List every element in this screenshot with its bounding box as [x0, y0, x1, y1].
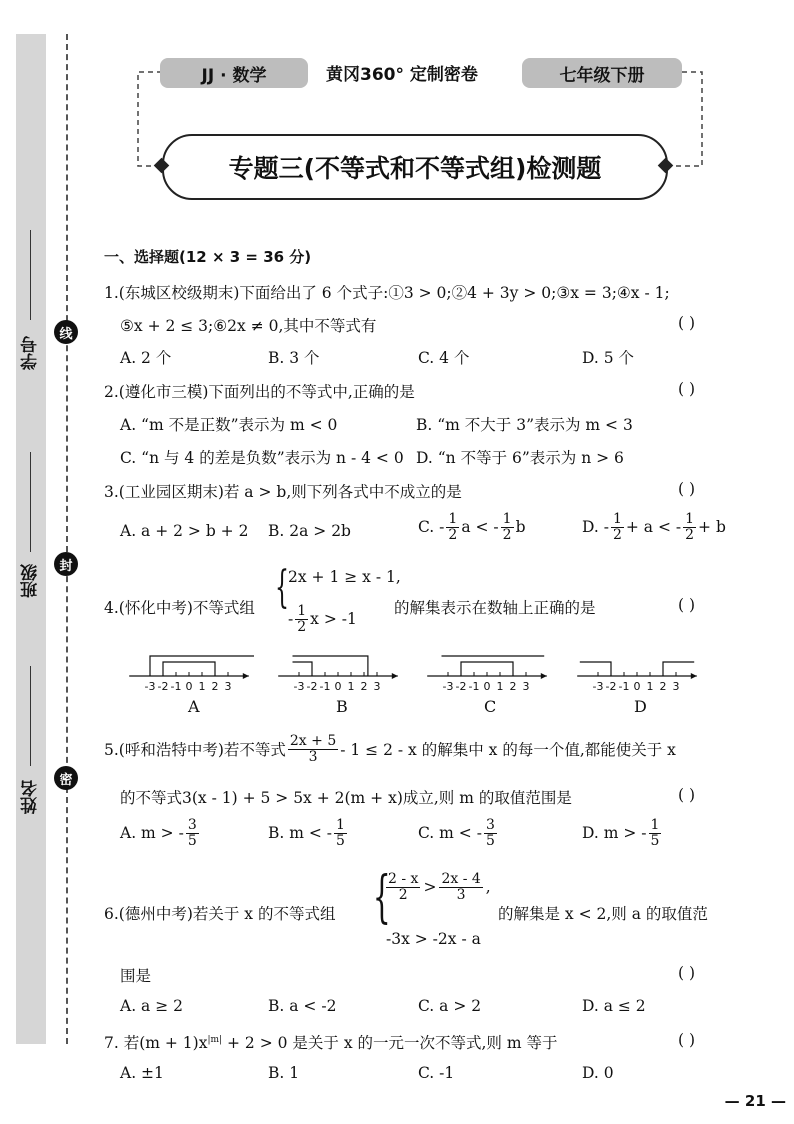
tick-label: -3 [592, 680, 604, 693]
q6-gt-sign: > [423, 878, 437, 897]
q4-option-a-label[interactable]: A [188, 697, 200, 716]
q3-option-d[interactable] [582, 512, 726, 542]
q7-option-a[interactable]: A. ±1 [120, 1064, 164, 1082]
page-title: 专题三(不等式和不等式组)检测题 [162, 134, 668, 200]
q5-line1-suffix: - 1 ≤ 2 - x 的解集中 x 的每一个值,都能使关于 x [340, 741, 676, 760]
tick-label: 2 [659, 680, 667, 693]
tick-label: -1 [170, 680, 182, 693]
class-label: 班级 [21, 564, 41, 598]
fraction-numerator: 3 [187, 817, 197, 833]
q7-exponent: |m| [207, 1034, 223, 1045]
q5-a-prefix: A. m > - [120, 824, 184, 843]
q4-half-fraction [295, 604, 308, 634]
tick-label: -1 [319, 680, 331, 693]
q5-option-c[interactable] [418, 818, 497, 848]
q7-option-d[interactable]: D. 0 [582, 1064, 614, 1082]
q1-line2: ⑤x + 2 ≤ 3;⑥2x ≠ 0,其中不等式有 [120, 317, 377, 335]
fraction-denominator: 2 [297, 618, 307, 635]
fraction-numerator: 1 [448, 511, 458, 527]
tick-label: 1 [496, 680, 504, 693]
grade-tag: 七年级下册 [522, 58, 682, 88]
q6-system-brace: { [372, 865, 391, 930]
q6-system-line2: -3x > -2x - a [386, 930, 481, 948]
q6-system-line1 [386, 872, 491, 902]
tick-label: -1 [618, 680, 630, 693]
fraction-denominator: 5 [650, 832, 660, 849]
q5-d-fraction [649, 818, 662, 848]
tick-label: 1 [646, 680, 654, 693]
fraction-numerator: 1 [297, 603, 307, 619]
q3-c-fraction-2 [501, 512, 514, 542]
fraction-denominator: 3 [456, 886, 466, 903]
name-label: 姓名 [21, 780, 41, 814]
q5-c-fraction [484, 818, 497, 848]
q3-option-b[interactable]: B. 2a > 2b [268, 522, 351, 540]
student-id-label: 学号 [21, 336, 41, 370]
tick-label: 3 [224, 680, 232, 693]
q5-option-a[interactable] [120, 818, 199, 848]
q5-option-b[interactable] [268, 818, 347, 848]
q3-answer-blank[interactable]: ( ) [678, 480, 696, 498]
q5-d-prefix: D. m > - [582, 824, 647, 843]
tick-label: 2 [509, 680, 517, 693]
q6-line2: 围是 [120, 967, 152, 985]
q2-option-c[interactable]: C. “n 与 4 的差是负数”表示为 n - 4 < 0 [120, 449, 404, 467]
q4-system-brace: { [275, 562, 289, 613]
tick-label: 3 [522, 680, 530, 693]
student-id-blank[interactable] [30, 230, 31, 320]
fraction-numerator: 1 [685, 511, 695, 527]
tick-label: 3 [373, 680, 381, 693]
seal-line-mark: 线 [54, 320, 78, 344]
q6-answer-blank[interactable]: ( ) [678, 964, 696, 982]
q6-comma: , [485, 878, 491, 897]
q6-fraction-2 [439, 872, 482, 902]
fraction-numerator: 2x - 4 [441, 871, 481, 887]
tick-label: 0 [483, 680, 491, 693]
brand-text: 黄冈360° 定制密卷 [326, 65, 478, 85]
solution-bracket [293, 656, 368, 676]
tick-label: 1 [347, 680, 355, 693]
q1-answer-blank[interactable]: ( ) [678, 314, 696, 332]
tick-label: 0 [185, 680, 193, 693]
q6-option-a[interactable]: A. a ≥ 2 [120, 997, 183, 1015]
binding-strip [16, 34, 46, 1044]
number-line-b[interactable] [278, 656, 398, 693]
fraction-numerator: 1 [650, 817, 660, 833]
q4-option-c-label[interactable]: C [484, 697, 497, 716]
q4-line2-prefix: - [288, 610, 294, 629]
q6-stem-suffix: 的解集是 x < 2,则 a 的取值范 [498, 905, 708, 923]
q5-a-fraction [186, 818, 199, 848]
tick-label: -3 [293, 680, 305, 693]
q7-option-c[interactable]: C. -1 [418, 1064, 455, 1082]
q3-d-suffix: + b [698, 518, 726, 537]
fraction-denominator: 3 [308, 748, 318, 765]
fraction-denominator: 2 [612, 526, 622, 543]
q2-option-b[interactable]: B. “m 不大于 3”表示为 m < 3 [416, 416, 633, 434]
axis-arrow [243, 673, 249, 679]
q6-fraction-1 [386, 872, 420, 902]
binding-cut-line [66, 34, 68, 1044]
q1-option-d[interactable]: D. 5 个 [582, 349, 635, 367]
page-number: — 21 — [724, 1092, 786, 1110]
q3-c-suffix: b [515, 518, 526, 537]
fraction-numerator: 2x + 5 [289, 733, 337, 749]
q4-answer-blank[interactable]: ( ) [678, 596, 696, 614]
seal-seal-mark: 封 [54, 552, 78, 576]
q3-stem: 3.(工业园区期末)若 a > b,则下列各式中不成立的是 [104, 483, 462, 501]
q5-c-prefix: C. m < - [418, 824, 482, 843]
q7-stem [104, 1031, 557, 1053]
tick-label: 2 [211, 680, 219, 693]
q4-option-b-label[interactable]: B [336, 697, 348, 716]
seal-dense-mark: 密 [54, 766, 78, 790]
q5-b-prefix: B. m < - [268, 824, 333, 843]
number-line-c[interactable] [427, 656, 547, 693]
tick-label: -3 [442, 680, 454, 693]
fraction-denominator: 2 [398, 886, 408, 903]
tick-label: 1 [198, 680, 206, 693]
q3-c-prefix: C. - [418, 518, 445, 537]
tick-label: -1 [468, 680, 480, 693]
q4-option-d-label[interactable]: D [634, 697, 647, 716]
q2-answer-blank[interactable]: ( ) [678, 380, 696, 398]
q4-stem-suffix: 的解集表示在数轴上正确的是 [394, 599, 596, 617]
fraction-numerator: 1 [336, 817, 345, 833]
section-heading: 一、选择题(12 × 3 = 36 分) [104, 248, 312, 266]
fraction-numerator: 3 [485, 817, 495, 833]
q3-option-c[interactable] [418, 512, 526, 542]
class-blank[interactable] [30, 452, 31, 552]
q3-c-mid: a < - [461, 518, 499, 537]
q3-d-mid: + a < - [625, 518, 682, 537]
fraction-denominator: 2 [685, 526, 695, 543]
fraction-numerator: 1 [502, 511, 512, 527]
fraction-numerator: 1 [612, 511, 622, 527]
tick-label: -3 [144, 680, 156, 693]
number-line-a[interactable] [129, 656, 254, 693]
solution-bracket [580, 662, 611, 676]
q5-b-fraction [334, 818, 347, 848]
q5-fraction [288, 734, 338, 764]
q3-d-fraction-2 [683, 512, 696, 542]
fraction-denominator: 5 [336, 832, 345, 849]
q4-stem-prefix: 4.(怀化中考)不等式组 [104, 599, 255, 617]
solution-bracket [293, 662, 313, 676]
q7-stem-prefix: 7. 若(m + 1)x [104, 1034, 208, 1052]
number-line-d[interactable] [577, 662, 697, 693]
tick-label: 3 [672, 680, 680, 693]
q3-option-a[interactable]: A. a + 2 > b + 2 [120, 522, 249, 540]
tick-label: 0 [633, 680, 641, 693]
q2-option-d[interactable]: D. “n 不等于 6”表示为 n > 6 [416, 449, 624, 467]
q3-d-prefix: D. - [582, 518, 609, 537]
tick-label: -2 [157, 680, 169, 693]
tick-label: -2 [605, 680, 617, 693]
q7-stem-suffix: + 2 > 0 是关于 x 的一元一次不等式,则 m 等于 [227, 1034, 558, 1052]
q4-line2-suffix: x > -1 [310, 610, 357, 629]
q1-line1: 1.(东城区校级期末)下面给出了 6 个式子:①3 > 0;②4 + 3y > 0;③x = 3;④x - 1; [104, 284, 670, 302]
q7-answer-blank[interactable]: ( ) [678, 1031, 696, 1049]
q7-option-b[interactable]: B. 1 [268, 1064, 300, 1082]
q3-c-fraction-1 [446, 512, 459, 542]
fraction-numerator: 2 - x [388, 871, 419, 887]
axis-arrow [392, 673, 398, 679]
tick-label: 0 [334, 680, 342, 693]
q1-option-c[interactable]: C. 4 个 [418, 349, 470, 367]
q1-option-a[interactable]: A. 2 个 [120, 349, 172, 367]
fraction-denominator: 5 [187, 832, 197, 849]
tick-label: -2 [455, 680, 467, 693]
axis-arrow [691, 673, 697, 679]
fraction-denominator: 2 [502, 526, 512, 543]
q6-stem-prefix: 6.(德州中考)若关于 x 的不等式组 [104, 905, 336, 923]
series-tag: JJ · 数学 [160, 58, 308, 88]
name-blank[interactable] [30, 666, 31, 766]
q5-option-d[interactable] [582, 818, 661, 848]
q1-option-b[interactable]: B. 3 个 [268, 349, 320, 367]
q2-option-a[interactable]: A. “m 不是正数”表示为 m < 0 [120, 416, 338, 434]
q6-option-d[interactable]: D. a ≤ 2 [582, 997, 646, 1015]
q2-stem: 2.(遵化市三模)下面列出的不等式中,正确的是 [104, 383, 415, 401]
q5-line1-prefix: 5.(呼和浩特中考)若不等式 [104, 741, 286, 760]
fraction-denominator: 5 [485, 832, 495, 849]
q5-answer-blank[interactable]: ( ) [678, 786, 696, 804]
tick-label: -2 [306, 680, 318, 693]
q6-option-c[interactable]: C. a > 2 [418, 997, 482, 1015]
q5-line2: 的不等式3(x - 1) + 5 > 5x + 2(m + x)成立,则 m 的取值范围是 [120, 789, 572, 807]
q4-system-line2 [288, 604, 357, 634]
solution-bracket [663, 662, 694, 676]
q3-d-fraction-1 [611, 512, 624, 542]
tick-label: 2 [360, 680, 368, 693]
q6-option-b[interactable]: B. a < -2 [268, 997, 337, 1015]
q4-system-line1: 2x + 1 ≥ x - 1, [288, 568, 401, 586]
q5-line1 [104, 734, 676, 764]
axis-arrow [541, 673, 547, 679]
fraction-denominator: 2 [448, 526, 458, 543]
